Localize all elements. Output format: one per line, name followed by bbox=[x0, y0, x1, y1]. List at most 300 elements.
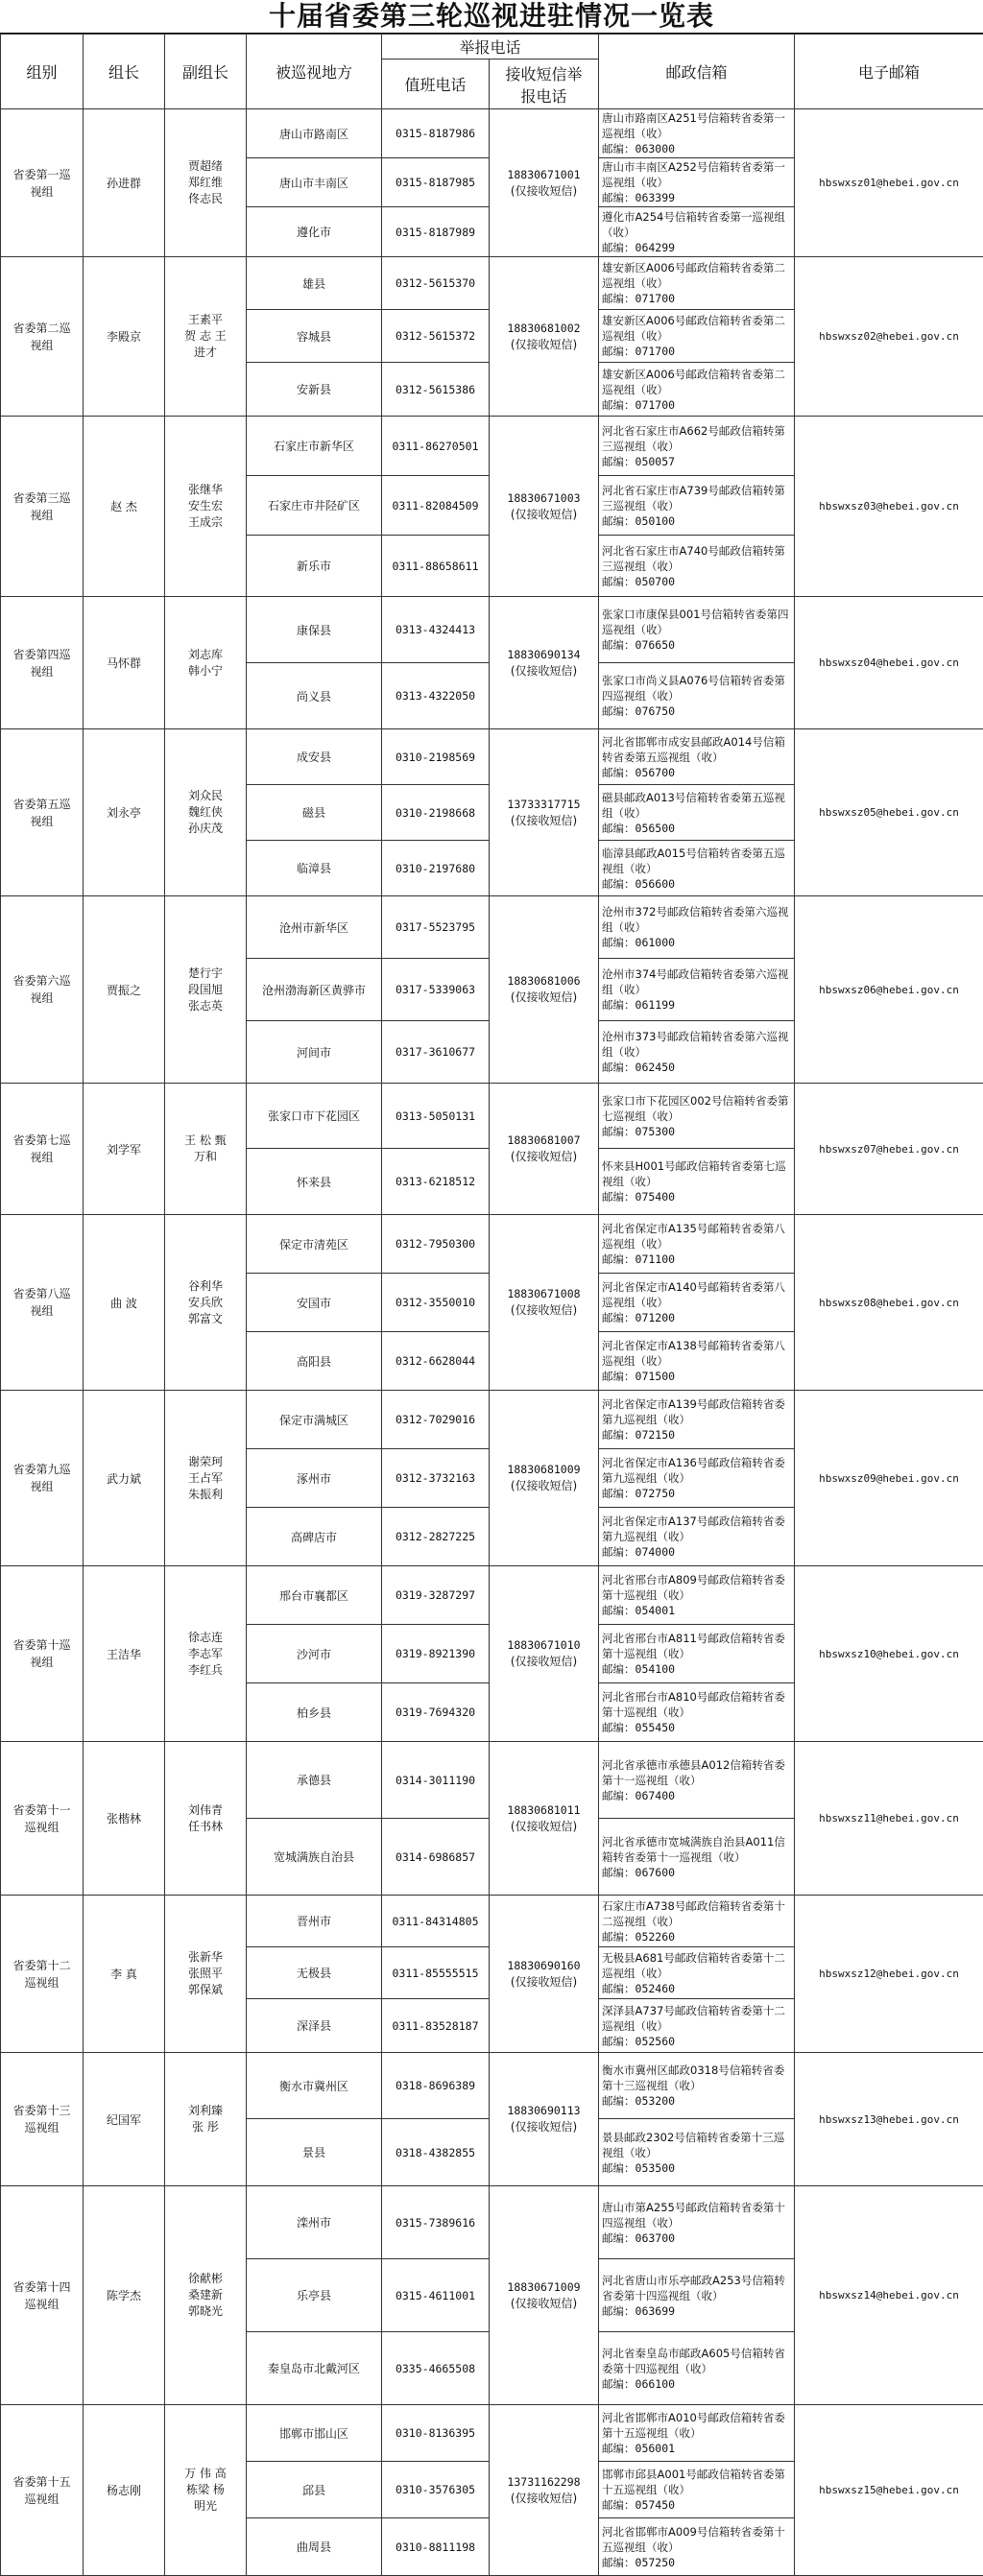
group-leader: 武力斌 bbox=[84, 1391, 165, 1566]
postbox-zip: 邮编：061000 bbox=[602, 936, 676, 949]
postbox-text: 张家口市尚义县A076号信箱转省委第四巡视组（收） bbox=[602, 674, 785, 703]
postbox-text: 唐山市丰南区A252号信箱转省委第一巡视组（收） bbox=[602, 160, 785, 189]
postbox-text: 张家口市康保县001号信箱转省委第四巡视组（收） bbox=[602, 608, 789, 636]
group-leader: 刘学军 bbox=[84, 1084, 165, 1215]
postbox-address bbox=[599, 417, 795, 476]
postbox-text: 河北省邯郸市A010号邮政信箱转省委第十五巡视组（收） bbox=[602, 2411, 785, 2440]
group-leader: 孙进群 bbox=[84, 109, 165, 257]
duty-phone: 0318-4382855 bbox=[382, 2119, 490, 2186]
inspected-place: 沧州渤海新区黄骅市 bbox=[247, 959, 382, 1021]
duty-phone: 0312-3550010 bbox=[382, 1274, 490, 1332]
inspected-place: 成安县 bbox=[247, 729, 382, 785]
sms-note: (仅接收短信) bbox=[510, 990, 578, 1004]
postbox-address bbox=[599, 363, 795, 417]
group-name: 省委第一巡视组 bbox=[1, 109, 84, 257]
postbox-text: 张家口市下花园区002号信箱转省委第七巡视组（收） bbox=[602, 1093, 789, 1123]
postbox-address bbox=[599, 1742, 795, 1819]
duty-phone: 0310-8811198 bbox=[382, 2518, 490, 2576]
postbox-address bbox=[599, 1274, 795, 1332]
inspected-place: 张家口市下花园区 bbox=[247, 1084, 382, 1149]
sms-report-phone bbox=[490, 896, 599, 1084]
sms-note: (仅接收短信) bbox=[510, 1974, 578, 1989]
inspected-place: 高阳县 bbox=[247, 1332, 382, 1391]
sms-note: (仅接收短信) bbox=[510, 2491, 578, 2505]
group-leader: 杨志刚 bbox=[84, 2405, 165, 2576]
postbox-text: 河北省邢台市A810号邮政信箱转省委第十巡视组（收） bbox=[602, 1690, 785, 1719]
email-address[interactable]: hbswxsz15@hebei.gov.cn bbox=[795, 2405, 983, 2576]
inspected-place: 无极县 bbox=[247, 1947, 382, 1999]
postbox-zip: 邮编：074000 bbox=[602, 1545, 676, 1559]
email-address[interactable]: hbswxsz08@hebei.gov.cn bbox=[795, 1215, 983, 1391]
postbox-text: 临漳县邮政A015号信箱转省委第五巡视组（收） bbox=[602, 846, 785, 875]
inspected-place: 滦州市 bbox=[247, 2186, 382, 2259]
duty-phone: 0313-5050131 bbox=[382, 1084, 490, 1149]
table-row bbox=[1, 109, 983, 158]
duty-phone: 0315-8187989 bbox=[382, 207, 490, 257]
postbox-address bbox=[599, 1896, 795, 1947]
sms-report-phone bbox=[490, 417, 599, 597]
email-address[interactable]: hbswxsz07@hebei.gov.cn bbox=[795, 1084, 983, 1215]
duty-phone: 0312-2827225 bbox=[382, 1508, 490, 1566]
postbox-zip: 邮编：067400 bbox=[602, 1788, 676, 1802]
postbox-text: 河北省石家庄市A739号邮政信箱转第三巡视组（收） bbox=[602, 483, 785, 513]
group-deputies: 刘志库 韩小宁 bbox=[165, 597, 247, 729]
sms-number: 18830671010 bbox=[507, 1638, 581, 1652]
postbox-text: 河北省保定市A138号邮箱转省委第八巡视组（收） bbox=[602, 1339, 785, 1368]
table-row bbox=[1, 597, 983, 663]
postbox-zip: 邮编：050700 bbox=[602, 574, 676, 588]
email-address[interactable]: hbswxsz03@hebei.gov.cn bbox=[795, 417, 983, 597]
duty-phone: 0315-7389616 bbox=[382, 2186, 490, 2259]
table-row bbox=[1, 2053, 983, 2119]
sms-number: 13733317715 bbox=[507, 797, 581, 811]
postbox-address bbox=[599, 257, 795, 310]
inspected-place: 河间市 bbox=[247, 1021, 382, 1084]
postbox-text: 河北省承德市宽城满族自治县A011信箱转省委第十一巡视组（收） bbox=[602, 1834, 785, 1864]
sms-note: (仅接收短信) bbox=[510, 337, 578, 351]
postbox-zip: 邮编：056700 bbox=[602, 765, 676, 779]
postbox-text: 雄安新区A006号邮政信箱转省委第二巡视组（收） bbox=[602, 367, 785, 396]
duty-phone: 0319-7694320 bbox=[382, 1683, 490, 1742]
postbox-text: 雄安新区A006号邮政信箱转省委第二巡视组（收） bbox=[602, 261, 785, 290]
inspected-place: 磁县 bbox=[247, 785, 382, 841]
group-leader: 纪国军 bbox=[84, 2053, 165, 2186]
inspected-place: 宽城满族自治县 bbox=[247, 1819, 382, 1896]
group-leader: 刘永亭 bbox=[84, 729, 165, 896]
table-row bbox=[1, 1896, 983, 1947]
duty-phone: 0310-2197680 bbox=[382, 841, 490, 896]
table-row bbox=[1, 2186, 983, 2259]
postbox-zip: 邮编：066100 bbox=[602, 2376, 676, 2391]
inspected-place: 柏乡县 bbox=[247, 1683, 382, 1742]
duty-phone: 0312-5615372 bbox=[382, 310, 490, 363]
group-name: 省委第十三巡视组 bbox=[1, 2053, 84, 2186]
duty-phone: 0311-86270501 bbox=[382, 417, 490, 476]
inspected-place: 深泽县 bbox=[247, 1999, 382, 2053]
postbox-text: 沧州市373号邮政信箱转省委第六巡视组（收） bbox=[602, 1030, 789, 1059]
duty-phone: 0312-6628044 bbox=[382, 1332, 490, 1391]
duty-phone: 0312-7029016 bbox=[382, 1391, 490, 1449]
duty-phone: 0311-85555515 bbox=[382, 1947, 490, 1999]
header-place: 被巡视地方 bbox=[247, 35, 382, 109]
postbox-zip: 邮编：052560 bbox=[602, 2034, 676, 2048]
sms-note: (仅接收短信) bbox=[510, 1150, 578, 1163]
postbox-text: 河北省保定市A140号邮箱转省委第八巡视组（收） bbox=[602, 1280, 785, 1309]
postbox-zip: 邮编：075400 bbox=[602, 1190, 676, 1204]
email-address[interactable]: hbswxsz02@hebei.gov.cn bbox=[795, 257, 983, 417]
sms-report-phone bbox=[490, 2053, 599, 2186]
duty-phone: 0317-5523795 bbox=[382, 896, 490, 959]
table-row bbox=[1, 2405, 983, 2462]
duty-phone: 0319-3287297 bbox=[382, 1566, 490, 1625]
postbox-zip: 邮编：067600 bbox=[602, 1865, 676, 1879]
postbox-zip: 邮编：050057 bbox=[602, 454, 676, 468]
postbox-address bbox=[599, 158, 795, 207]
postbox-address bbox=[599, 1947, 795, 1999]
postbox-text: 景县邮政2302号信箱转省委第十三巡视组（收） bbox=[602, 2130, 785, 2159]
inspected-place: 邱县 bbox=[247, 2462, 382, 2518]
postbox-text: 怀来县H001号邮政信箱转省委第七巡视组（收） bbox=[602, 1159, 786, 1188]
group-name: 省委第九巡视组 bbox=[1, 1391, 84, 1566]
group-name: 省委第十巡视组 bbox=[1, 1566, 84, 1742]
group-name: 省委第四巡视组 bbox=[1, 597, 84, 729]
group-name: 省委第三巡视组 bbox=[1, 417, 84, 597]
postbox-address bbox=[599, 109, 795, 158]
postbox-address bbox=[599, 2462, 795, 2518]
postbox-zip: 邮编：071700 bbox=[602, 292, 676, 305]
table-body bbox=[1, 109, 983, 2576]
header-leader: 组长 bbox=[84, 35, 165, 109]
sms-report-phone bbox=[490, 257, 599, 417]
postbox-address bbox=[599, 729, 795, 785]
postbox-text: 河北省石家庄市A662号邮政信箱转第三巡视组（收） bbox=[602, 423, 785, 453]
duty-phone: 0313-4324413 bbox=[382, 597, 490, 663]
sms-number: 18830681011 bbox=[507, 1802, 581, 1817]
postbox-zip: 邮编：071200 bbox=[602, 1311, 676, 1324]
postbox-text: 河北省保定市A135号邮箱转省委第八巡视组（收） bbox=[602, 1222, 785, 1251]
duty-phone: 0311-88658611 bbox=[382, 536, 490, 597]
group-name: 省委第十二巡视组 bbox=[1, 1896, 84, 2053]
inspected-place: 石家庄市井陉矿区 bbox=[247, 476, 382, 536]
sms-report-phone bbox=[490, 109, 599, 257]
group-leader: 王洁华 bbox=[84, 1566, 165, 1742]
postbox-address bbox=[599, 1391, 795, 1449]
postbox-address bbox=[599, 785, 795, 841]
group-deputies: 刘伟青 任书林 bbox=[165, 1742, 247, 1896]
postbox-text: 磁县邮政A013号信箱转省委第五巡视组（收） bbox=[602, 790, 785, 820]
duty-phone: 0313-6218512 bbox=[382, 1149, 490, 1215]
group-deputies: 谢荣珂 王占军 朱振利 bbox=[165, 1391, 247, 1566]
postbox-address bbox=[599, 597, 795, 663]
sms-note: (仅接收短信) bbox=[510, 1819, 578, 1833]
group-deputies: 楚行宇 段国旭 张志英 bbox=[165, 896, 247, 1084]
email-address[interactable]: hbswxsz06@hebei.gov.cn bbox=[795, 896, 983, 1084]
table-row bbox=[1, 1391, 983, 1449]
email-address[interactable]: hbswxsz09@hebei.gov.cn bbox=[795, 1391, 983, 1566]
inspected-place: 临漳县 bbox=[247, 841, 382, 896]
inspected-place: 唐山市路南区 bbox=[247, 109, 382, 158]
sms-note: (仅接收短信) bbox=[510, 663, 578, 678]
header-group: 组别 bbox=[1, 35, 84, 109]
inspected-place: 沙河市 bbox=[247, 1625, 382, 1683]
postbox-zip: 邮编：053500 bbox=[602, 2160, 676, 2175]
group-leader: 陈学杰 bbox=[84, 2186, 165, 2405]
postbox-zip: 邮编：052260 bbox=[602, 1929, 676, 1944]
duty-phone: 0315-8187986 bbox=[382, 109, 490, 158]
group-name: 省委第八巡视组 bbox=[1, 1215, 84, 1391]
header-duty-phone: 值班电话 bbox=[382, 60, 490, 109]
postbox-text: 河北省邢台市A809号邮政信箱转省委第十巡视组（收） bbox=[602, 1573, 785, 1602]
inspected-place: 安国市 bbox=[247, 1274, 382, 1332]
group-leader: 李 真 bbox=[84, 1896, 165, 2053]
group-name: 省委第六巡视组 bbox=[1, 896, 84, 1084]
postbox-zip: 邮编：050100 bbox=[602, 513, 676, 528]
postbox-text: 深泽县A737号邮政信箱转省委第十二巡视组（收） bbox=[602, 2003, 785, 2033]
postbox-zip: 邮编：056001 bbox=[602, 2442, 676, 2455]
duty-phone: 0313-4322050 bbox=[382, 663, 490, 729]
postbox-zip: 邮编：055450 bbox=[602, 1721, 676, 1734]
sms-note: (仅接收短信) bbox=[510, 1479, 578, 1492]
postbox-zip: 邮编：054001 bbox=[602, 1604, 676, 1617]
group-leader: 赵 杰 bbox=[84, 417, 165, 597]
postbox-text: 河北省秦皇岛市邮政A605号信箱转省委第十四巡视组（收） bbox=[602, 2346, 785, 2375]
postbox-address bbox=[599, 1021, 795, 1084]
group-name: 省委第七巡视组 bbox=[1, 1084, 84, 1215]
postbox-zip: 邮编：072750 bbox=[602, 1487, 676, 1500]
postbox-text: 衡水市冀州区邮政0318号信箱转省委第十三巡视组（收） bbox=[602, 2063, 785, 2092]
postbox-zip: 邮编：057450 bbox=[602, 2498, 676, 2512]
inspected-place: 衡水市冀州区 bbox=[247, 2053, 382, 2119]
group-deputies: 徐志连 李志军 李红兵 bbox=[165, 1566, 247, 1742]
sms-report-phone bbox=[490, 1742, 599, 1896]
postbox-zip: 邮编：071500 bbox=[602, 1370, 676, 1383]
postbox-zip: 邮编：072150 bbox=[602, 1428, 676, 1442]
postbox-zip: 邮编：064299 bbox=[602, 240, 676, 254]
postbox-address bbox=[599, 207, 795, 257]
postbox-zip: 邮编：056600 bbox=[602, 876, 676, 891]
sms-report-phone bbox=[490, 1084, 599, 1215]
postbox-zip: 邮编：063699 bbox=[602, 2303, 676, 2318]
inspected-place: 新乐市 bbox=[247, 536, 382, 597]
postbox-address bbox=[599, 1625, 795, 1683]
inspected-place: 邢台市襄都区 bbox=[247, 1566, 382, 1625]
sms-number: 18830681006 bbox=[507, 974, 581, 988]
sms-number: 18830671008 bbox=[507, 1287, 581, 1300]
postbox-text: 河北省唐山市乐亭邮政A253号信箱转省委第十四巡视组（收） bbox=[602, 2273, 785, 2302]
postbox-address bbox=[599, 841, 795, 896]
group-deputies: 贾超绪 郑红维 佟志民 bbox=[165, 109, 247, 257]
postbox-zip: 邮编：052460 bbox=[602, 1981, 676, 1995]
duty-phone: 0310-2198569 bbox=[382, 729, 490, 785]
postbox-address bbox=[599, 2186, 795, 2259]
duty-phone: 0312-7950300 bbox=[382, 1215, 490, 1274]
sms-number: 18830671009 bbox=[507, 2279, 581, 2294]
postbox-text: 河北省保定市A139号邮政信箱转省委第九巡视组（收） bbox=[602, 1397, 785, 1426]
inspection-table bbox=[0, 34, 983, 2576]
postbox-zip: 邮编：063399 bbox=[602, 191, 676, 204]
postbox-address bbox=[599, 1999, 795, 2053]
sms-report-phone bbox=[490, 2405, 599, 2576]
email-address[interactable]: hbswxsz11@hebei.gov.cn bbox=[795, 1742, 983, 1896]
duty-phone: 0311-83528187 bbox=[382, 1999, 490, 2053]
inspected-place: 高碑店市 bbox=[247, 1508, 382, 1566]
sms-number: 18830681002 bbox=[507, 321, 581, 335]
postbox-address bbox=[599, 959, 795, 1021]
postbox-zip: 邮编：076750 bbox=[602, 704, 676, 718]
sms-number: 13731162298 bbox=[507, 2474, 581, 2489]
sms-note: (仅接收短信) bbox=[510, 2296, 578, 2310]
duty-phone: 0317-5339063 bbox=[382, 959, 490, 1021]
sms-note: (仅接收短信) bbox=[510, 183, 578, 198]
postbox-text: 邯郸市邱县A001号邮政信箱转省委第十五巡视组（收） bbox=[602, 2468, 785, 2496]
duty-phone: 0310-8136395 bbox=[382, 2405, 490, 2462]
inspected-place: 怀来县 bbox=[247, 1149, 382, 1215]
postbox-text: 河北省保定市A136号邮政信箱转省委第九巡视组（收） bbox=[602, 1456, 785, 1485]
sms-number: 18830671003 bbox=[507, 490, 581, 505]
group-leader: 曲 波 bbox=[84, 1215, 165, 1391]
sms-note: (仅接收短信) bbox=[510, 1655, 578, 1668]
postbox-address bbox=[599, 2259, 795, 2332]
postbox-text: 河北省保定市A137号邮政信箱转省委第九巡视组（收） bbox=[602, 1515, 785, 1543]
header-report-phone: 举报电话 bbox=[382, 35, 599, 60]
table-row bbox=[1, 1742, 983, 1819]
postbox-text: 河北省邯郸市成安县邮政A014号信箱转省委第五巡视组（收） bbox=[602, 734, 785, 764]
duty-phone: 0317-3610677 bbox=[382, 1021, 490, 1084]
group-name: 省委第十五巡视组 bbox=[1, 2405, 84, 2576]
inspected-place: 承德县 bbox=[247, 1742, 382, 1819]
header-postbox: 邮政信箱 bbox=[599, 35, 795, 109]
table-header bbox=[1, 35, 983, 109]
postbox-text: 唐山市第A255号邮政信箱转省委第十四巡视组（收） bbox=[602, 2200, 785, 2230]
inspected-place: 保定市满城区 bbox=[247, 1391, 382, 1449]
duty-phone: 0312-5615370 bbox=[382, 257, 490, 310]
inspected-place: 沧州市新华区 bbox=[247, 896, 382, 959]
postbox-zip: 邮编：071700 bbox=[602, 345, 676, 358]
postbox-address bbox=[599, 2518, 795, 2576]
postbox-text: 遵化市A254号信箱转省委第一巡视组（收） bbox=[602, 209, 785, 239]
postbox-address bbox=[599, 1215, 795, 1274]
duty-phone: 0310-3576305 bbox=[382, 2462, 490, 2518]
duty-phone: 0312-3732163 bbox=[382, 1449, 490, 1508]
postbox-address bbox=[599, 2053, 795, 2119]
postbox-address bbox=[599, 476, 795, 536]
inspected-place: 容城县 bbox=[247, 310, 382, 363]
sms-note: (仅接收短信) bbox=[510, 2120, 578, 2134]
postbox-address bbox=[599, 1683, 795, 1742]
inspected-place: 邯郸市邯山区 bbox=[247, 2405, 382, 2462]
duty-phone: 0314-3011190 bbox=[382, 1742, 490, 1819]
sms-report-phone bbox=[490, 2186, 599, 2405]
group-deputies: 王素平 贺 志 王进才 bbox=[165, 257, 247, 417]
postbox-zip: 邮编：063000 bbox=[602, 142, 676, 155]
postbox-address bbox=[599, 1819, 795, 1896]
group-name: 省委第二巡视组 bbox=[1, 257, 84, 417]
group-leader: 贾振之 bbox=[84, 896, 165, 1084]
sms-number: 18830690134 bbox=[507, 647, 581, 661]
inspected-place: 乐亭县 bbox=[247, 2259, 382, 2332]
postbox-address bbox=[599, 1332, 795, 1391]
header-email: 电子邮箱 bbox=[795, 35, 983, 109]
email-address[interactable]: hbswxsz12@hebei.gov.cn bbox=[795, 1896, 983, 2053]
sms-note: (仅接收短信) bbox=[510, 507, 578, 521]
email-address[interactable]: hbswxsz10@hebei.gov.cn bbox=[795, 1566, 983, 1742]
postbox-address bbox=[599, 1149, 795, 1215]
inspected-place: 雄县 bbox=[247, 257, 382, 310]
sms-report-phone bbox=[490, 1215, 599, 1391]
inspected-place: 康保县 bbox=[247, 597, 382, 663]
header-sms-phone: 接收短信举报电话 bbox=[490, 60, 599, 109]
postbox-zip: 邮编：063700 bbox=[602, 2230, 676, 2245]
postbox-zip: 邮编：071700 bbox=[602, 397, 676, 412]
sms-note: (仅接收短信) bbox=[510, 1303, 578, 1317]
duty-phone: 0335-4665508 bbox=[382, 2332, 490, 2405]
group-deputies: 张新华 张照平 郭保斌 bbox=[165, 1896, 247, 2053]
duty-phone: 0315-8187985 bbox=[382, 158, 490, 207]
email-address[interactable]: hbswxsz13@hebei.gov.cn bbox=[795, 2053, 983, 2186]
sms-report-phone bbox=[490, 1566, 599, 1742]
email-address[interactable]: hbswxsz14@hebei.gov.cn bbox=[795, 2186, 983, 2405]
inspected-place: 安新县 bbox=[247, 363, 382, 417]
group-deputies: 徐献彬 桑建新 郭晓光 bbox=[165, 2186, 247, 2405]
postbox-text: 沧州市374号邮政信箱转省委第六巡视组（收） bbox=[602, 967, 789, 996]
sms-note: (仅接收短信) bbox=[510, 813, 578, 827]
inspected-place: 保定市清苑区 bbox=[247, 1215, 382, 1274]
postbox-address bbox=[599, 896, 795, 959]
group-deputies: 万 伟 高栋梁 杨明光 bbox=[165, 2405, 247, 2576]
header-deputy: 副组长 bbox=[165, 35, 247, 109]
postbox-zip: 邮编：071100 bbox=[602, 1252, 676, 1266]
inspected-place: 尚义县 bbox=[247, 663, 382, 729]
email-address[interactable]: hbswxsz05@hebei.gov.cn bbox=[795, 729, 983, 896]
postbox-address bbox=[599, 2332, 795, 2405]
sms-number: 18830690113 bbox=[507, 2104, 581, 2117]
group-deputies: 谷利华 安兵欣 郭富文 bbox=[165, 1215, 247, 1391]
postbox-address bbox=[599, 1508, 795, 1566]
postbox-zip: 邮编：061199 bbox=[602, 998, 676, 1012]
inspected-place: 涿州市 bbox=[247, 1449, 382, 1508]
table-row bbox=[1, 1084, 983, 1149]
email-address[interactable]: hbswxsz04@hebei.gov.cn bbox=[795, 597, 983, 729]
postbox-text: 沧州市372号邮政信箱转省委第六巡视组（收） bbox=[602, 905, 789, 934]
postbox-zip: 邮编：062450 bbox=[602, 1061, 676, 1074]
group-leader: 马怀群 bbox=[84, 597, 165, 729]
table-row bbox=[1, 896, 983, 959]
duty-phone: 0312-5615386 bbox=[382, 363, 490, 417]
inspected-place: 石家庄市新华区 bbox=[247, 417, 382, 476]
postbox-text: 石家庄市A738号邮政信箱转省委第十二巡视组（收） bbox=[602, 1898, 785, 1928]
sms-number: 18830681007 bbox=[507, 1133, 581, 1147]
postbox-address bbox=[599, 310, 795, 363]
sms-report-phone bbox=[490, 597, 599, 729]
sms-number: 18830690160 bbox=[507, 1958, 581, 1972]
postbox-text: 唐山市路南区A251号信箱转省委第一巡视组（收） bbox=[602, 111, 785, 140]
sms-report-phone bbox=[490, 729, 599, 896]
postbox-address bbox=[599, 1449, 795, 1508]
inspected-place: 秦皇岛市北戴河区 bbox=[247, 2332, 382, 2405]
inspected-place: 景县 bbox=[247, 2119, 382, 2186]
postbox-zip: 邮编：053200 bbox=[602, 2094, 676, 2108]
table-row bbox=[1, 257, 983, 310]
group-deputies: 王 松 甄万和 bbox=[165, 1084, 247, 1215]
postbox-text: 雄安新区A006号邮政信箱转省委第二巡视组（收） bbox=[602, 314, 785, 343]
duty-phone: 0318-8696389 bbox=[382, 2053, 490, 2119]
duty-phone: 0315-4611001 bbox=[382, 2259, 490, 2332]
sms-number: 18830681009 bbox=[507, 1463, 581, 1476]
table-row bbox=[1, 1566, 983, 1625]
email-address[interactable]: hbswxsz01@hebei.gov.cn bbox=[795, 109, 983, 257]
postbox-zip: 邮编：057250 bbox=[602, 2555, 676, 2569]
postbox-zip: 邮编：075300 bbox=[602, 1124, 676, 1138]
